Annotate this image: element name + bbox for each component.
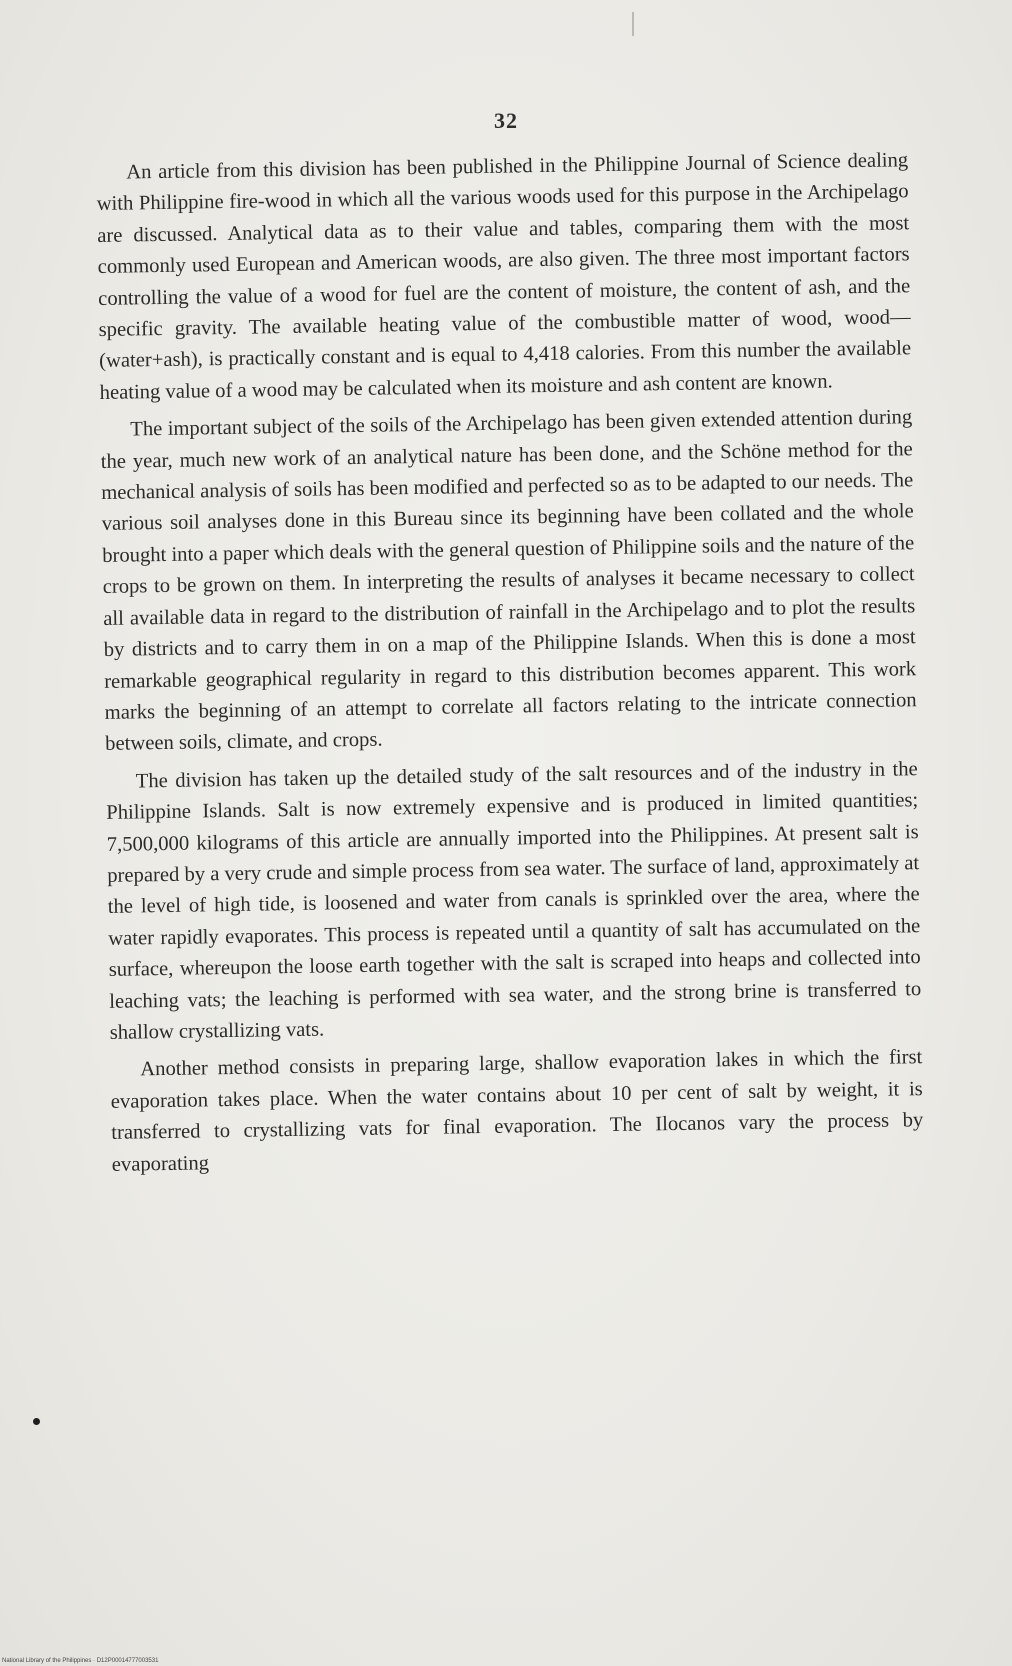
- body-text: [96, 145, 924, 1187]
- paragraph-salt-industry: The division has taken up the detailed study of the salt resources and of the industry in the Philippine Islands. Salt is now extremely expensive and is produced in limited quantities; 7,500,000 kilograms of this article are annually imported into the Philippines. At present salt is prepared by a very crude and simple process from sea water. The surface of land, approximately at the level of high tide, is loosened and water from canals is sprinkled over the area, where the water rapidly evaporates. This process is repeated until a quantity of salt has accumulated on the surface, whereupon the loose earth together with the salt is scraped into heaps and collected into leaching vats; the leaching is performed with sea water, and the strong brine is transferred to shallow crystallizing vats.: [106, 757, 922, 1044]
- scan-artifact-mark: [632, 12, 634, 36]
- page-number: 32: [494, 108, 518, 133]
- margin-dot-mark: [33, 1418, 40, 1425]
- paragraph-soils: The important subject of the soils of the Archipelago has been given extended attention during the year, much new work of an analytical nature has been done, and the Schöne method for the mechanical analysis of soils has been modified and perfected so as to be adapted to our needs. The various soil analyses done in this Bureau since its beginning have been collated and the whole brought into a paper which deals with the general question of Philippine soils and the nature of the crops to be grown on them. In interpreting the results of analyses it became necessary to collect all available data in regard to the distribution of rainfall in the Archipelago and to plot the results by districts and to carry them in on a map of the Philippine Islands. When this is done a most remarkable geographical regularity in regard to this distribution becomes apparent. This work marks the beginning of an attempt to correlate all factors relating to the intricate connection between soils, climate, and crops.: [100, 406, 917, 756]
- paragraph-firewood: An article from this division has been published in the Philippine Journal of Science dealing with Philippine fire-wood in which all the various woods used for this purpose in the Archipelago are discussed. Analytical data as to their value and tables, comparing them with the most commonly used European and American woods, are also given. The three most important factors controlling the value of a wood for fuel are the content of moisture, the content of ash, and the specific gravity. The available heating value of the combustible matter of wood, wood—(water+ash), is practically constant and is equal to 4,418 calories. From this number the available heating value of a wood may be calculated when its moisture and ash content are known.: [96, 149, 912, 404]
- paragraph-evaporation-method: Another method consists in preparing large, shallow evaporation lakes in which the first evaporation takes place. When the water contains about 10 per cent of salt by weight, it is transferred to crystallizing vats for final evaporation. The Ilocanos vary the process by evaporating: [110, 1046, 924, 1176]
- footer-caption: National Library of the Philippines · D12P00014777003531: [2, 1658, 159, 1664]
